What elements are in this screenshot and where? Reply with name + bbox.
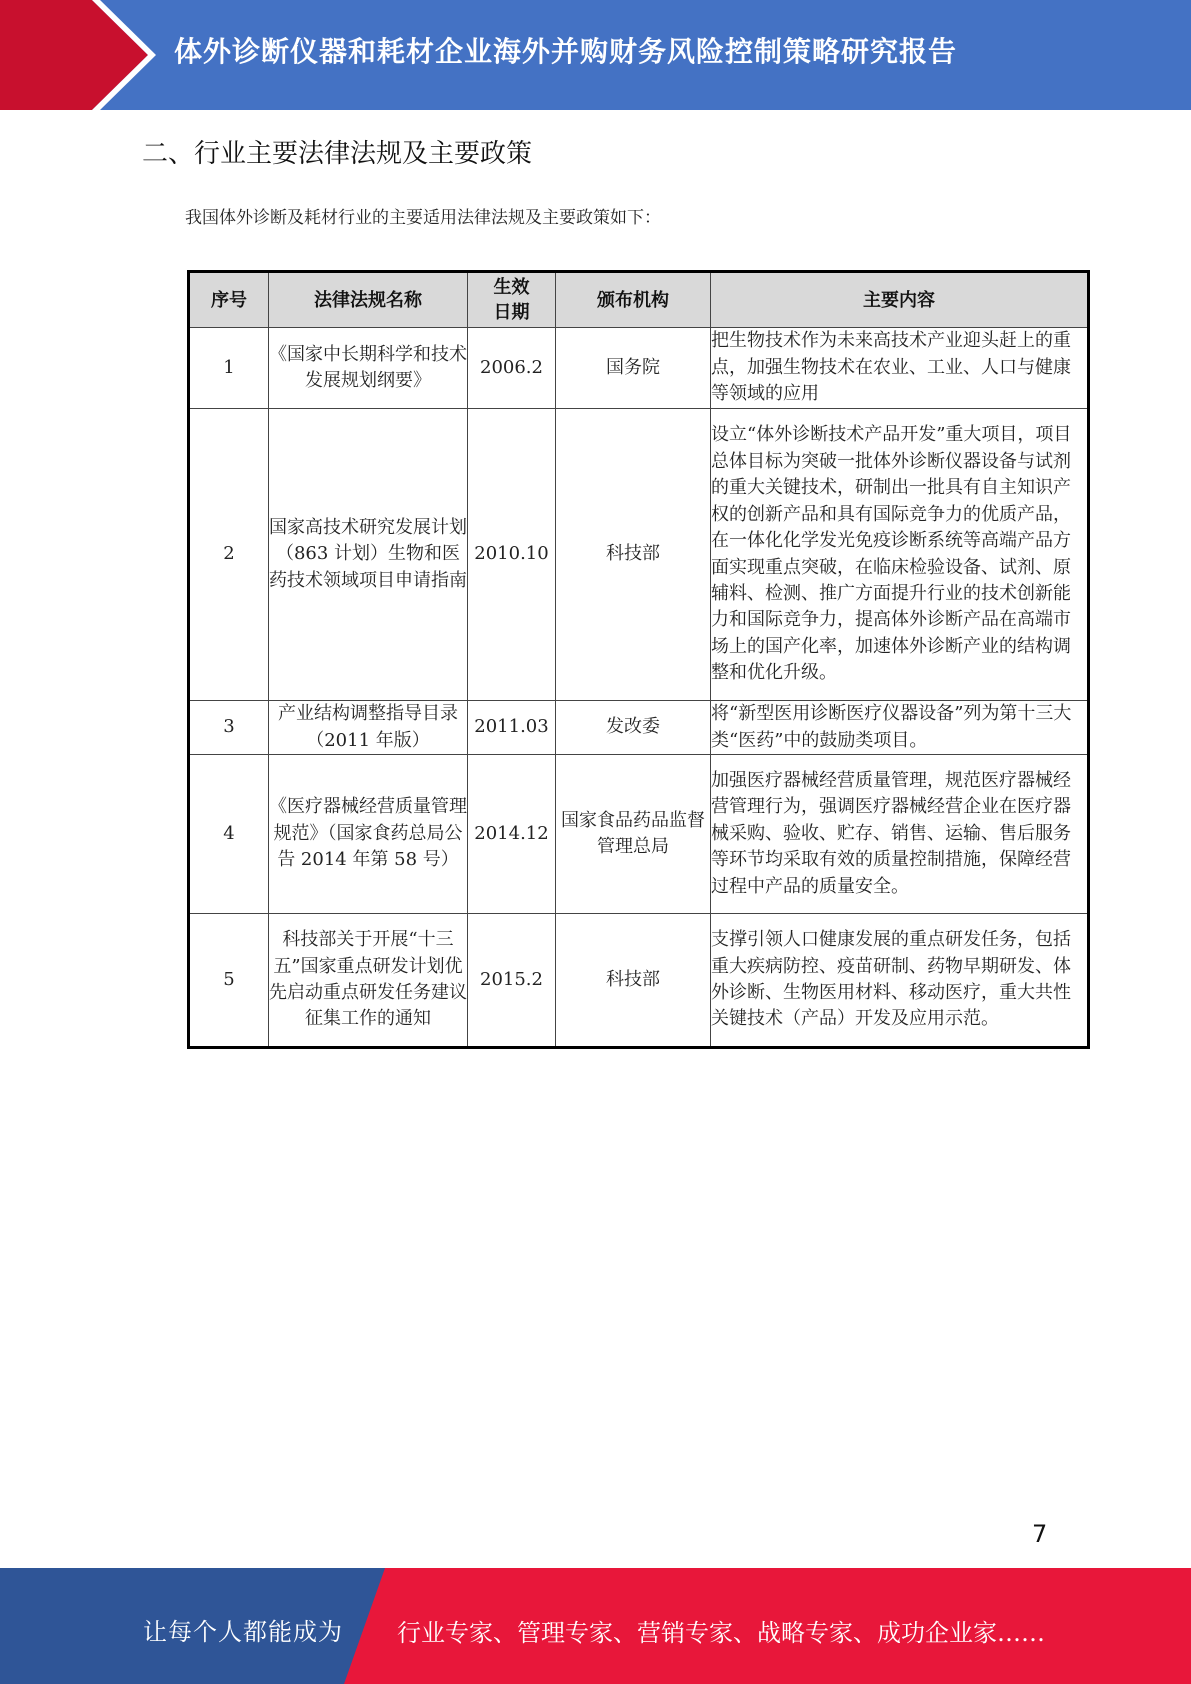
section-heading: 二、行业主要法律法规及主要政策 <box>142 139 533 169</box>
table-row <box>189 755 1089 914</box>
row-agency: 科技部 <box>556 409 711 701</box>
row-agency: 科技部 <box>556 914 711 1048</box>
table-row <box>189 409 1089 701</box>
row-no: 1 <box>189 328 269 409</box>
row-no: 3 <box>189 701 269 755</box>
header-red-arrow <box>0 0 160 110</box>
header-no: 序号 <box>189 272 269 328</box>
row-date: 2015.2 <box>468 914 556 1048</box>
header-law-name: 法律法规名称 <box>269 272 468 328</box>
table-row <box>189 914 1089 1048</box>
header-agency: 颁布机构 <box>556 272 711 328</box>
table-row <box>189 701 1089 755</box>
row-law-name: 《国家中长期科学和技术发展规划纲要》 <box>269 328 468 409</box>
row-law-name: 《医疗器械经营质量管理规范》（国家食药总局公告 2014 年第 58 号） <box>269 755 468 914</box>
row-no: 5 <box>189 914 269 1048</box>
row-content: 支撑引领人口健康发展的重点研发任务，包括重大疾病防控、疫苗研制、药物早期研发、体外诊断、生物医用材料、移动医疗，重大共性关键技术（产品）开发及应用示范。 <box>711 914 1089 1048</box>
row-law-name: 国家高技术研究发展计划（863 计划）生物和医药技术领域项目申请指南 <box>269 409 468 701</box>
row-agency: 国家食品药品监督管理总局 <box>556 755 711 914</box>
row-agency: 国务院 <box>556 328 711 409</box>
row-date: 2011.03 <box>468 701 556 755</box>
row-law-name: 科技部关于开展“十三五”国家重点研发计划优先启动重点研发任务建议征集工作的通知 <box>269 914 468 1048</box>
row-date: 2014.12 <box>468 755 556 914</box>
policy-table <box>187 270 1090 1049</box>
row-no: 2 <box>189 409 269 701</box>
footer-slogan-left: 让每个人都能成为 <box>143 1618 343 1646</box>
page-number: 7 <box>1032 1520 1048 1548</box>
table-row <box>189 328 1089 409</box>
footer-slogan-right: 行业专家、管理专家、营销专家、战略专家、成功企业家…… <box>397 1619 1045 1647</box>
header-band <box>0 0 1191 110</box>
row-date: 2006.2 <box>468 328 556 409</box>
header-content: 主要内容 <box>711 272 1089 328</box>
row-no: 4 <box>189 755 269 914</box>
row-content: 将“新型医用诊断医疗仪器设备”列为第十三大类“医药”中的鼓励类项目。 <box>711 701 1089 755</box>
table-header-row <box>189 272 1089 328</box>
row-content: 设立“体外诊断技术产品开发”重大项目，项目总体目标为突破一批体外诊断仪器设备与试剂的重大关键技术，研制出一批具有自主知识产权的创新产品和具有国际竞争力的优质产品，在一体化化学发光免疫诊断系统等高端产品方面实现重点突破，在临床检验设备、试剂、原辅料、检测、推广方面提升行业的技术创新能力和国际竞争力，提高体外诊断产品在高端市场上的国产化率，加速体外诊断产业的结构调整和优化升级。 <box>711 409 1089 701</box>
row-content: 把生物技术作为未来高技术产业迎头赶上的重点，加强生物技术在农业、工业、人口与健康等领域的应用 <box>711 328 1089 409</box>
row-agency: 发改委 <box>556 701 711 755</box>
header-effective-date: 生效 日期 <box>468 272 556 328</box>
row-law-name: 产业结构调整指导目录（2011 年版） <box>269 701 468 755</box>
row-date: 2010.10 <box>468 409 556 701</box>
row-content: 加强医疗器械经营质量管理，规范医疗器械经营管理行为，强调医疗器械经营企业在医疗器械采购、验收、贮存、销售、运输、售后服务等环节均采取有效的质量控制措施，保障经营过程中产品的质量安全。 <box>711 755 1089 914</box>
intro-paragraph: 我国体外诊断及耗材行业的主要适用法律法规及主要政策如下： <box>185 208 661 228</box>
report-title: 体外诊断仪器和耗材企业海外并购财务风险控制策略研究报告 <box>174 35 958 68</box>
